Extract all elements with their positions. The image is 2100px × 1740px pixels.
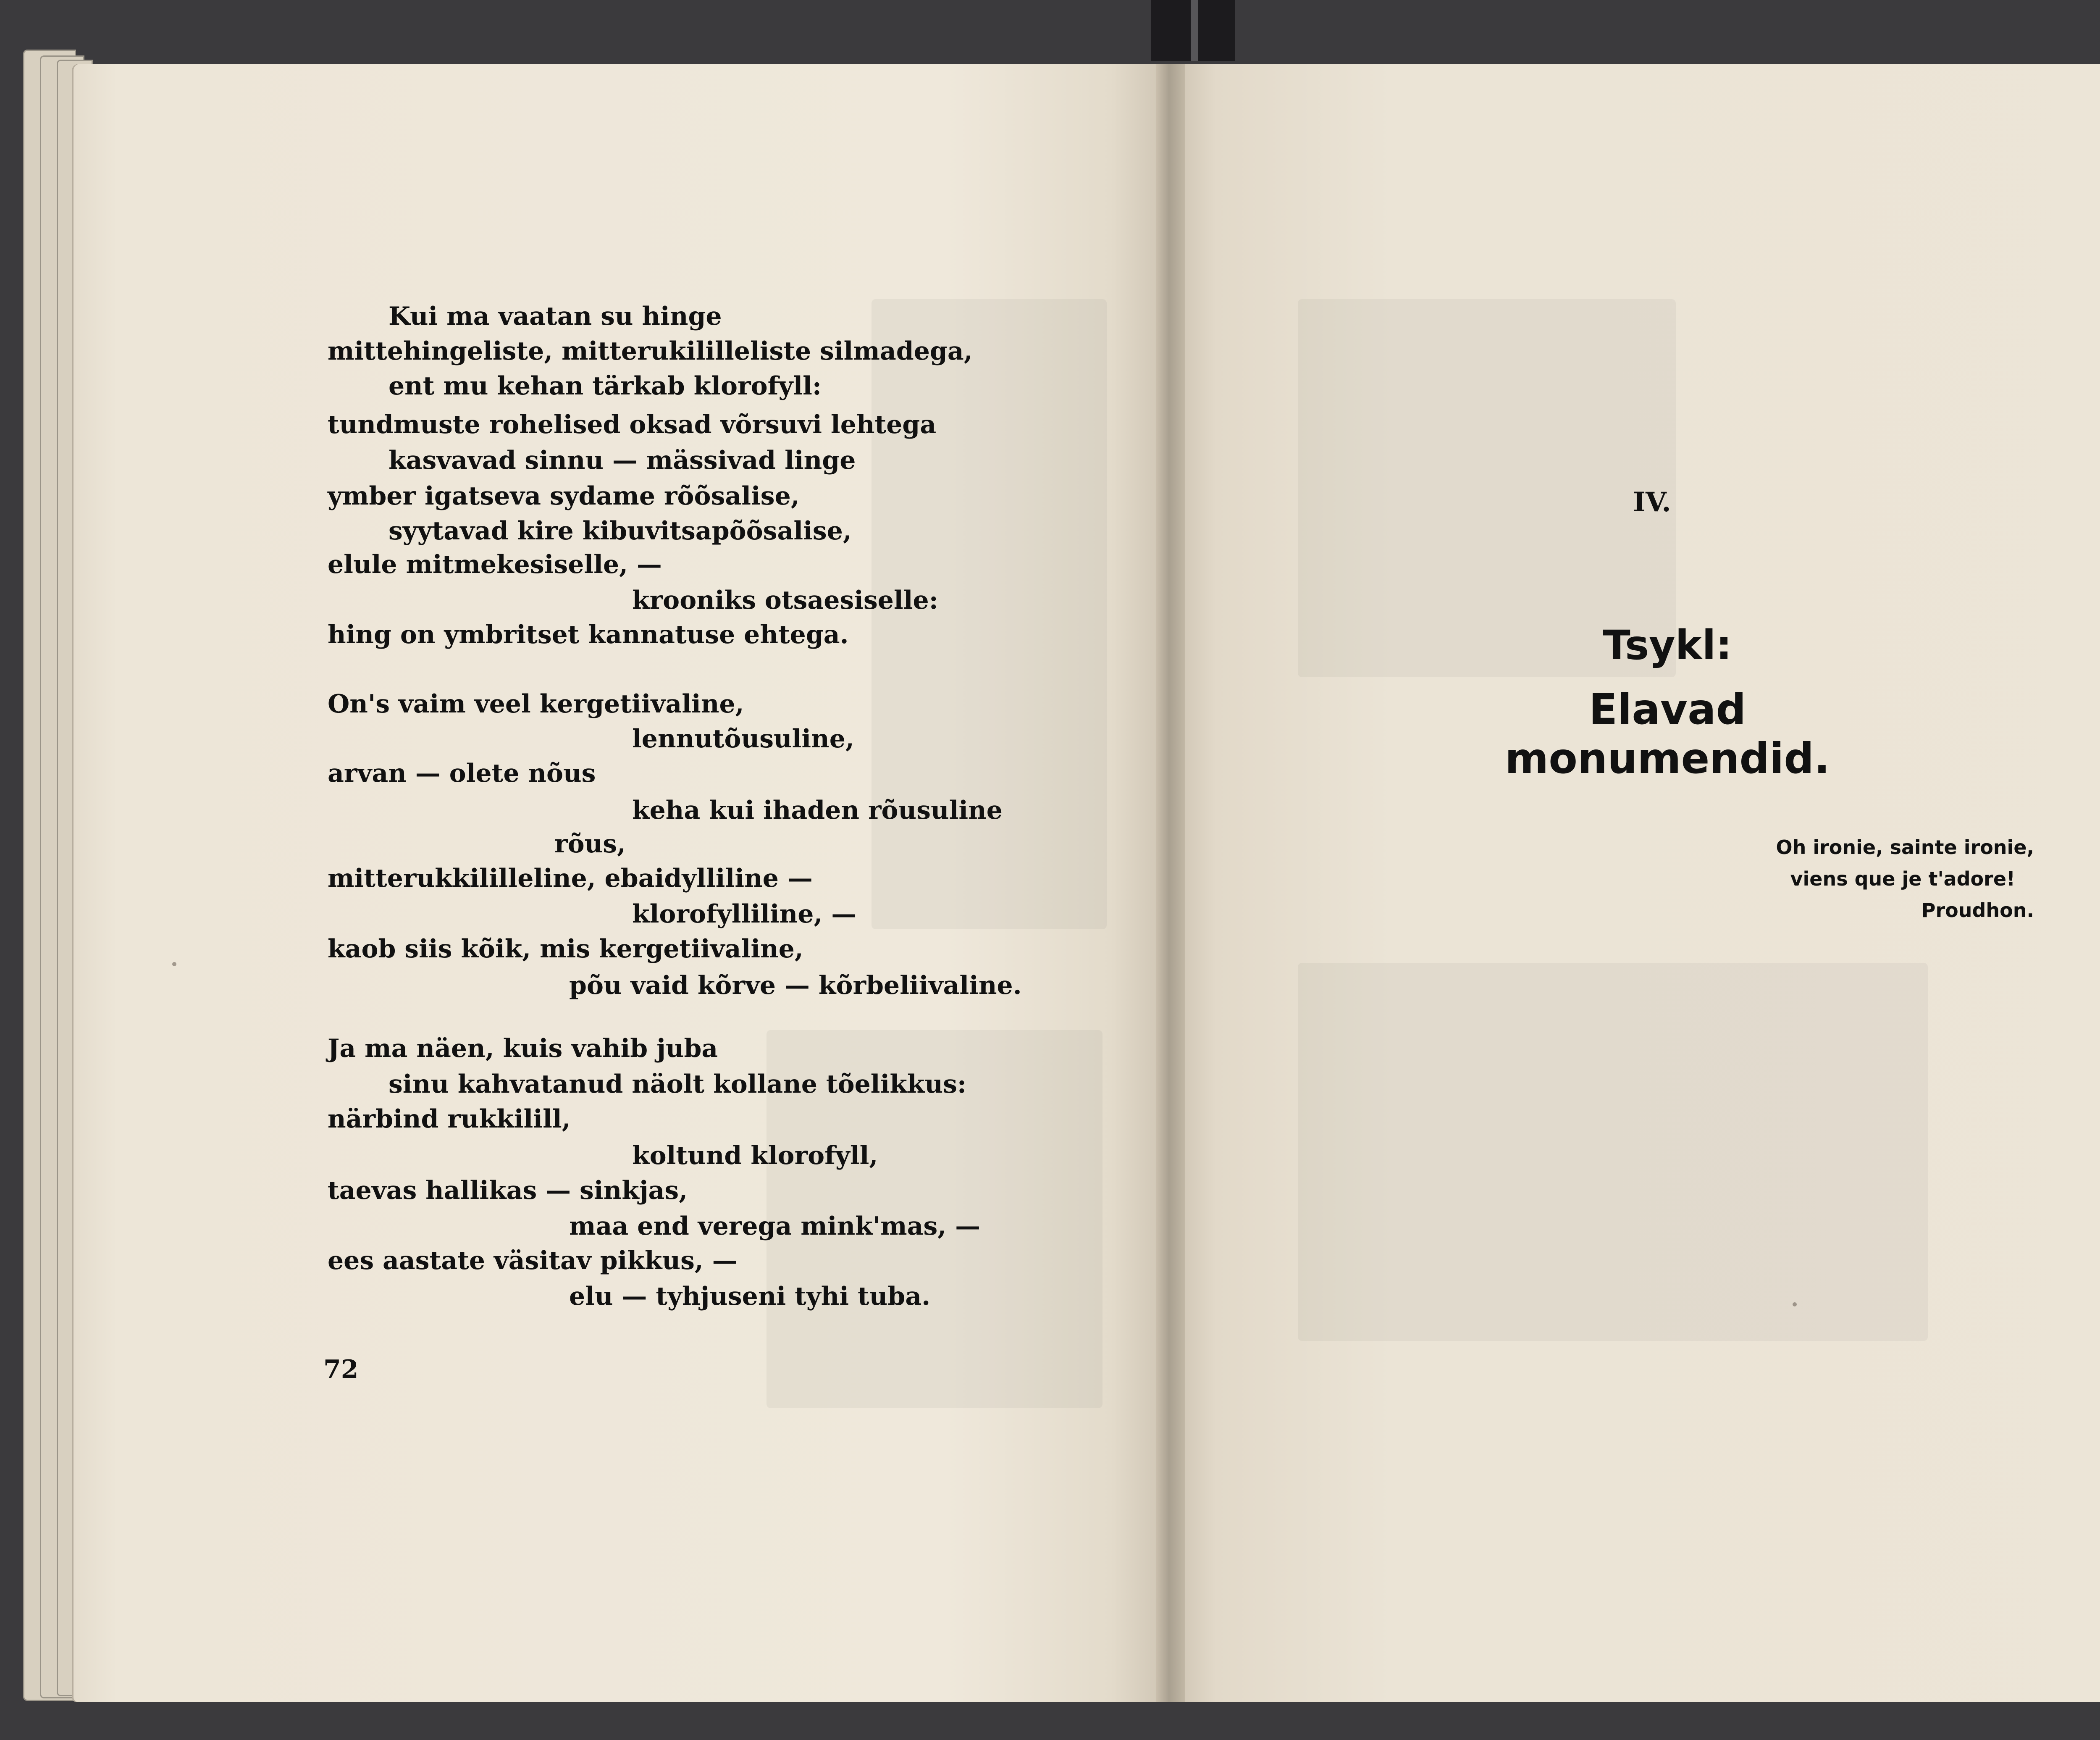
poem-line: taevas hallikas — sinkjas, xyxy=(328,1176,688,1205)
ruler-strip xyxy=(1151,0,1235,61)
epigraph-line: viens que je t'adore! xyxy=(1790,867,2015,890)
poem-line: elule mitmekesiselle, — xyxy=(328,550,662,579)
epigraph-line: Oh ironie, sainte ironie, xyxy=(1776,836,2034,859)
poem xyxy=(0,0,1022,1311)
poem-line: kaob siis kõik, mis kergetiivaline, xyxy=(328,934,803,964)
poem-line: kasvavad sinnu — mässivad linge xyxy=(388,446,856,475)
poem-line: sinu kahvatanud näolt kollane tõelikkus: xyxy=(388,1070,967,1099)
poem-line: keha kui ihaden rõusuline xyxy=(632,796,1003,825)
bleed-through xyxy=(1298,299,1676,677)
cycle-title: Elavad monumendid. xyxy=(1505,685,1830,783)
paper-speck xyxy=(172,962,176,966)
poem-line: Ja ma näen, kuis vahib juba xyxy=(328,1034,718,1063)
poem-line: koltund klorofyll, xyxy=(632,1141,878,1170)
poem-line: ees aastate väsitav pikkus, — xyxy=(328,1246,738,1275)
poem-line: närbind rukkilill, xyxy=(328,1104,571,1134)
poem-line: mitterukkililleline, ebaidylliline — xyxy=(328,864,813,893)
poem-line: rõus, xyxy=(554,829,626,859)
poem-line: lennutõusuline, xyxy=(632,724,854,754)
paper-speck xyxy=(1793,1302,1797,1306)
poem-line: elu — tyhjuseni tyhi tuba. xyxy=(569,1282,931,1311)
bleed-through xyxy=(1298,963,1928,1341)
section-numeral: IV. xyxy=(1633,486,1671,518)
poem-line: ymber igatseva sydame rõõsalise, xyxy=(328,481,800,511)
cycle-label: Tsykl: xyxy=(1603,622,1732,669)
poem-line: hing on ymbritset kannatuse ehtega. xyxy=(328,620,849,649)
poem-line: arvan — olete nõus xyxy=(328,759,596,788)
poem-line: maa end verega mink'mas, — xyxy=(569,1212,981,1241)
poem-line: mittehingeliste, mitterukililleliste silmadega, xyxy=(328,336,973,366)
poem-line: krooniks otsaesiselle: xyxy=(632,586,938,615)
poem-line: Kui ma vaatan su hinge xyxy=(388,302,722,331)
page-number: 72 xyxy=(323,1355,359,1384)
poem-line: ent mu kehan tärkab klorofyll: xyxy=(388,371,822,401)
epigraph-author: Proudhon. xyxy=(1921,899,2034,922)
poem-line: tundmuste rohelised oksad võrsuvi lehtega xyxy=(328,410,937,439)
book-gutter xyxy=(1156,64,1185,1702)
poem-line: põu vaid kõrve — kõrbeliivaline. xyxy=(569,971,1022,1000)
poem-line: syytavad kire kibuvitsapõõsalise, xyxy=(388,516,852,546)
poem-line: klorofylliline, — xyxy=(632,899,857,929)
poem-line: On's vaim veel kergetiivaline, xyxy=(328,689,744,719)
